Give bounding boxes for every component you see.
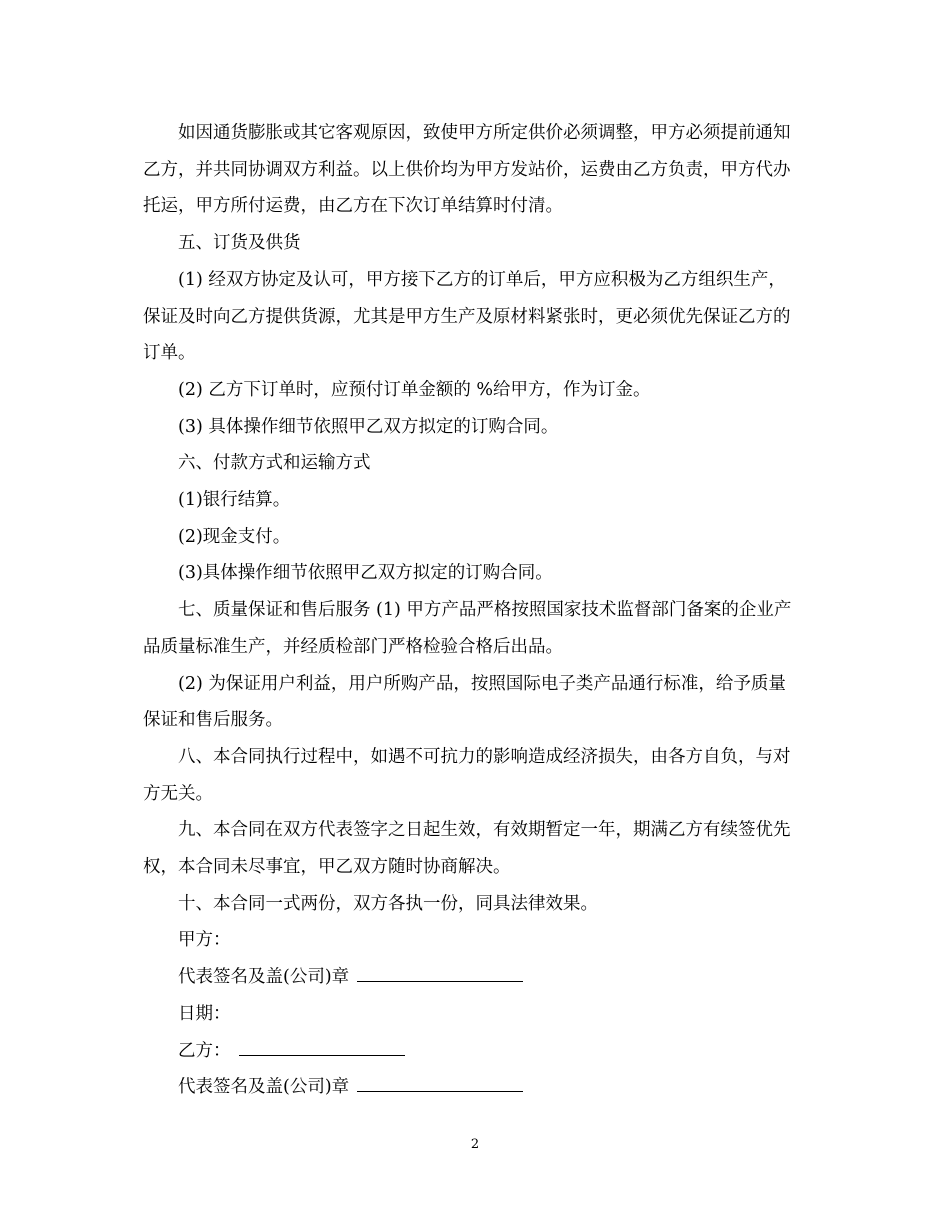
paragraph-copies: 十、本合同一式两份，双方各执一份，同具法律效果。 xyxy=(178,893,598,914)
paragraph-ordering-1: (1) 经双方协定及认可，甲方接下乙方的订单后，甲方应积极为乙方组织生产，保证及时向乙方提供货源，尤其是甲方生产及原材料紧张时，更必须优先保证乙方的订单。 xyxy=(143,269,791,364)
party-b-signature-line xyxy=(239,1033,405,1056)
party-a-representative-row xyxy=(143,959,803,996)
paragraph-payment-1: (1)银行结算。 xyxy=(178,490,291,511)
paragraph-ordering-3: (3) 具体操作细节依照甲乙双方拟定的订购合同。 xyxy=(178,416,559,437)
party-b-rep-signature-line xyxy=(357,1069,523,1092)
paragraph-quality-1: 七、质量保证和售后服务 (1) 甲方产品严格按照国家技术监督部门备案的企业产品质量标准生产，并经质检部门严格检验合格后出品。 xyxy=(143,600,792,657)
paragraph-quality-2: (2) 为保证用户利益，用户所购产品，按照国际电子类产品通行标准，给予质量保证和售后服务。 xyxy=(143,673,786,731)
document-body xyxy=(143,115,803,1106)
date-label: 日期： xyxy=(178,1003,231,1024)
paragraph-effective-term: 九、本合同在双方代表签字之日起生效，有效期暂定一年，期满乙方有续签优先权，本合同未尽事宜，甲乙双方随时协商解决。 xyxy=(143,820,791,878)
heading-payment-transport: 六、付款方式和运输方式 xyxy=(178,453,371,474)
party-b-row xyxy=(143,1033,803,1070)
party-a-label: 甲方： xyxy=(178,930,231,951)
paragraph-payment-3: (3)具体操作细节依照甲乙双方拟定的订购合同。 xyxy=(178,563,553,584)
party-b-representative-row xyxy=(143,1069,803,1106)
heading-ordering-supply: 五、订货及供货 xyxy=(178,233,301,254)
page-number: 2 xyxy=(470,1137,480,1152)
paragraph-force-majeure: 八、本合同执行过程中，如遇不可抗力的影响造成经济损失，由各方自负，与对方无关。 xyxy=(143,746,791,804)
party-a-signature-line xyxy=(357,959,523,982)
party-b-representative-label: 代表签名及盖(公司)章 xyxy=(178,1077,350,1098)
party-a-representative-label: 代表签名及盖(公司)章 xyxy=(178,967,350,988)
paragraph-price-adjustment: 如因通货膨胀或其它客观原因，致使甲方所定供价必须调整，甲方必须提前通知乙方，并共同协调双方利益。以上供价均为甲方发站价，运费由乙方负责，甲方代办托运，甲方所付运费，由乙方在下次订单结算时付清。 xyxy=(143,123,791,217)
party-b-label: 乙方： xyxy=(178,1040,231,1061)
paragraph-payment-2: (2)现金支付。 xyxy=(178,526,291,547)
paragraph-ordering-2: (2) 乙方下订单时，应预付订单金额的 %给甲方，作为订金。 xyxy=(178,379,651,400)
